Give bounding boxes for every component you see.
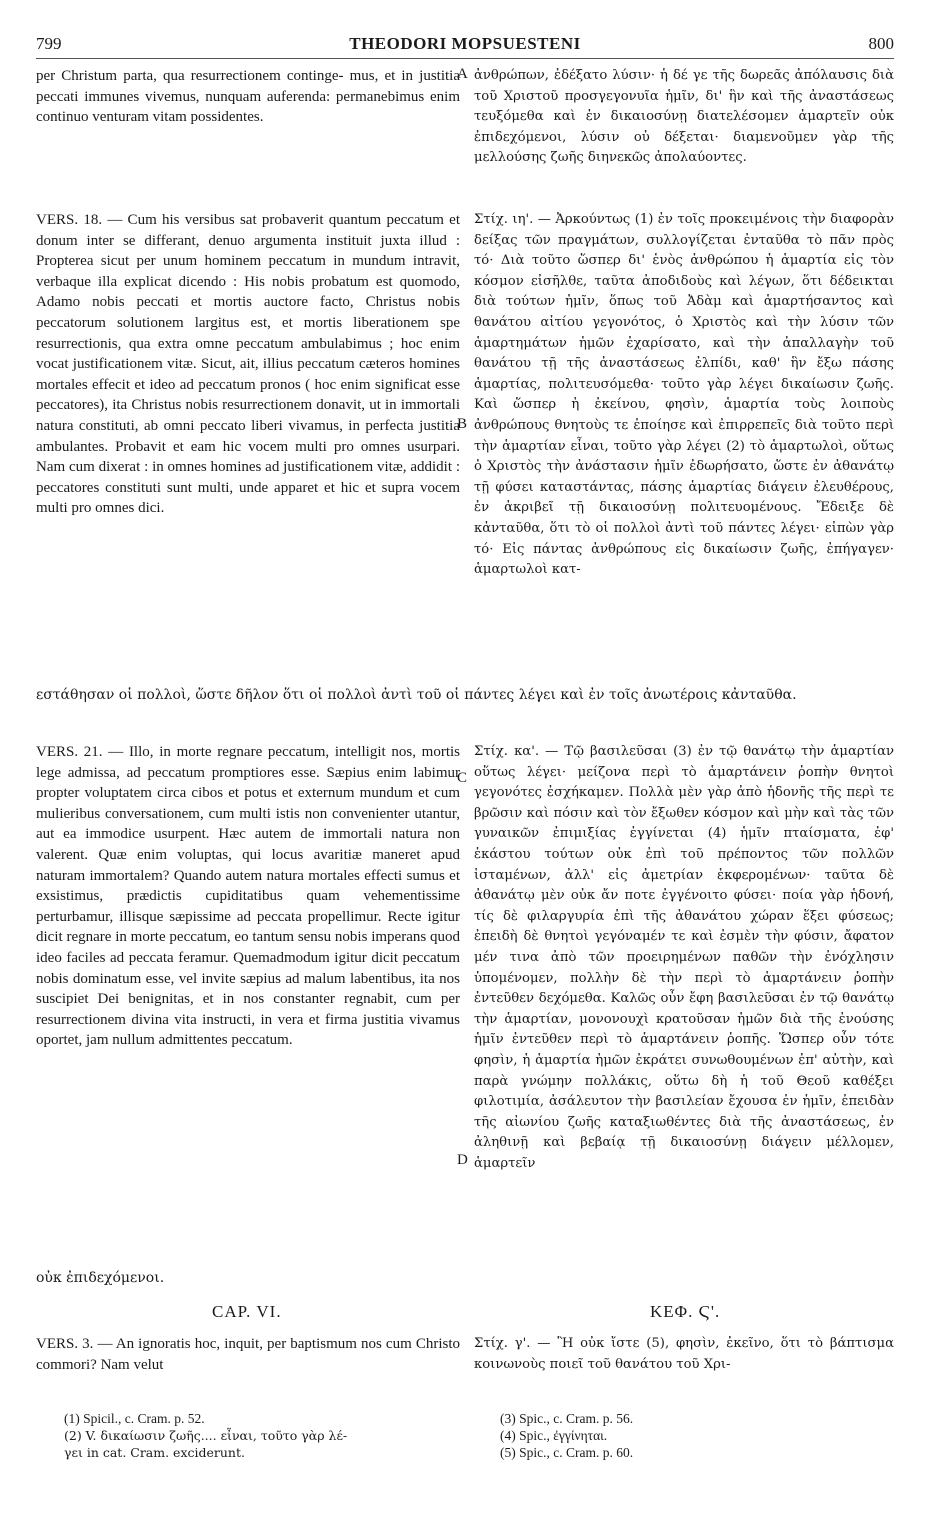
greek-paragraph: Στίχ. γ'. — Ἢ οὐκ ἴστε (5), φησὶν, ἐκεῖνο, ὅτι τὸ βάπτισμα κοινωνοὺς ποιεῖ τοῦ θανάτου τοῦ Χρι-: [474, 1336, 894, 1372]
margin-marker-b: B: [457, 416, 468, 432]
section-continuation: [36, 66, 894, 206]
latin-paragraph: per Christum parta, qua resurrectionem continge- mus, et in justitia peccati immunes vivemus, nunquam auferenda: permanebimus enim continuo venturam vitam possidentes.: [36, 68, 460, 126]
greek-spanning-line: οὐκ ἐπιδεχόμενοι.: [36, 1270, 165, 1286]
section-verse-21: [36, 742, 894, 1242]
greek-spanning-line: εστάθησαν οἱ πολλοὶ, ὥστε δῆλον ὅτι οἱ πολλοὶ ἀντὶ τοῦ οἱ πάντες λέγει καὶ ἐν τοῖς ἀνωτέροις κἀνταῦθα.: [36, 687, 797, 703]
latin-paragraph: VERS. 3. — An ignoratis hoc, inquit, per baptismum nos cum Christo commori? Nam velut: [36, 1336, 460, 1373]
chapter-heading-latin: CAP. VI.: [212, 1302, 282, 1321]
greek-paragraph: Στίχ. κα'. — Τῷ βασιλεῦσαι (3) ἐν τῷ θανάτῳ τὴν ἁμαρτίαν οὕτως λέγει· μείζονα περὶ τὸ ἁμαρτάνειν ῥοπὴν θνητοὶ γεγονότες ἐσχήκαμεν. Πολλὰ μὲν γὰρ ἀπὸ ἡδονῆς τῆς περὶ τε βρῶσιν καὶ πόσιν καὶ τὸν ἔξωθεν κόσμον καὶ μὴν καὶ τὰς τῶν γυναικῶν ἐπιμιξίας ἐγγίνεται (4) ἡμῖν πταίσματα, ἐφ' ἑκάστου τούτων οὐκ ἐπὶ τοῦ πρέποντος τῶν πολλῶν ἱσταμένων, ἀλλ' εἰς ἀμετρίαν ἐκφερομένων· ταῦτα δὲ ἀθανάτῳ μὲν οὐκ ἄν ποτε ἐγγένοιτο φύσει· ποία γὰρ ἡδονή, τίς δὲ φιλαργυρία ἐπὶ τῆς ἀθανάτου χώραν ἕξει φύσεως; ἐπειδὴ δὲ θνητοὶ γεγόναμέν τε καὶ ἐσμὲν τὴν φύσιν, ἄφατον μέν τινα ἀπὸ τῶν προειρημένων παθῶν τὴν ἐνόχλησιν ὑπομένομεν, πολλὴν δὲ τὴν περὶ τὸ ἁμαρτάνειν ῥοπὴν ἐντεῦθεν δεχόμεθα. Καλῶς οὖν ἔφη βασιλεῦσαι ἐν τῷ θανάτῳ τὴν ἁμαρτίαν, μονονουχὶ κρατοῦσαν ἡμῶν διὰ τῆς ἐνούσης ἡμῖν ἐντεῦθεν περὶ τὸ ἁμαρτάνειν ῥοπῆς. Ὥσπερ οὖν τότε φησὶν, ἡ ἁμαρτία ἡμῶν ἐκράτει συνωθουμένων ἐπ' αὐτὴν, καὶ παρὰ γνώμην πολλάκις, οὕτω δὴ ἡ τοῦ Θεοῦ καθέξει φιλοτιμία, ἀσάλευτον τὴν βασιλείαν ἔχουσα ἐν ἡμῖν, ἐπειδὰν τῆς αἰωνίου ζωῆς καταξιωθέντες διὰ τῆς ἀναστάσεως, ἐν ἀληθινῇ καὶ βεβαίᾳ τῇ δικαιοσύνῃ διάγειν μέλλομεν, ἁμαρτεῖν: [474, 744, 894, 1171]
footnote: (4) Spic., ἐγγίνηται.: [500, 1428, 608, 1443]
chapter-heading-greek: ΚΕΦ. Ϛ'.: [650, 1302, 721, 1321]
section-verse-18: [36, 210, 894, 680]
page-number-left: 799: [36, 34, 62, 53]
running-title: THEODORI MOPSUESTENI: [349, 34, 581, 53]
section-chapter-6-verse-3: [36, 1334, 894, 1384]
footnote: (2) V. δικαίωσιν ζωῆς.... εἶναι, τοῦτο γὰρ λέ-: [64, 1428, 348, 1443]
latin-paragraph: VERS. 18. — Cum his versibus sat probaverit quantum peccatum et donum inter se differant, denuo argumenta instituit juxta illud : Propterea sicut per unum hominem peccatum in mundum intravit, verbaque illa explicat dicendo : His nobis probatum est quomodo, Adamo nobis peccati et mortis auctore facto, Christus nobis peccatorum solutionem largitus est, et mortis liberationem spe resurrectionis, qua extra omne peccatum ambulabimus ; hoc enim vocat justificationem vitæ. Sicut, ait, illius peccatum cæteros homines mortales effecit et ideo ad peccatum pronos ( hoc enim significat esse peccatores), ita Christus nobis resurrectionem donavit, ut in immortali natura constituti, ab omni peccato liberi vivamus, in perfecta justitia ambulantes. Probavit et eam hic vocem multi pro omnes usurpari. Nam cum dixerat : in omnes homines ad justificationem vitæ, addidit : peccatores constituti sunt multi, unde apparet et hic et supra vocem multi pro omnes dici.: [36, 212, 460, 517]
page-header: [36, 34, 894, 59]
margin-marker-c: C: [457, 770, 468, 786]
footnote: (3) Spic., c. Cram. p. 56.: [500, 1411, 634, 1426]
footnote: (5) Spic., c. Cram. p. 60.: [500, 1445, 634, 1460]
margin-marker-a: A: [457, 66, 468, 82]
greek-paragraph: ἀνθρώπων, ἐδέξατο λύσιν· ἡ δέ γε τῆς δωρεᾶς ἀπόλαυσις διὰ τοῦ Χριστοῦ προσγεγονυῖα ἡμῖν, δι' ἣν καὶ τῆς ἀναστάσεως τευξόμεθα καὶ ἐν δικαιοσύνῃ διατελέσομεν ἁμαρτεῖν οὐκ ἐπιδεχόμενοι, λύσιν οὐ δέξεται· διαμενοῦμεν γὰρ τῆς μελλούσης ζωῆς διηνεκῶς ἀπολαύοντες.: [474, 68, 894, 166]
greek-paragraph: Στίχ. ιη'. — Ἀρκούντως (1) ἐν τοῖς προκειμένοις τὴν διαφορὰν δείξας τῶν πραγμάτων, συλλογίζεται ἐνταῦθα τὸ πᾶν πρὸς τό· Διὰ τοῦτο ὥσπερ δι' ἑνὸς ἀνθρώπου ἡ ἁμαρτία εἰς τὸν κόσμον εἰσῆλθε, ταῦτα ἀποδιδοὺς καὶ λέγων, ὅτι δέδεικται διὰ τούτων ἡμῖν, ὅπως τοῦ Ἀδὰμ καὶ ἁμαρτήσαντος καὶ θανάτου αἰτίου γεγονότος, ὁ Χριστὸς καὶ τὴν λύσιν τῶν ἁμαρτημάτων ἡμῶν ἐχαρίσατο, καὶ τὴν ἀπαλλαγὴν τοῦ θανάτου τῇ τῆς ἀναστάσεως ἐλπίδι, καθ' ἣν ἔξω πάσης ἁμαρτίας, πολιτευσόμεθα· τοῦτο γὰρ λέγει δικαίωσιν ζωῆς. Καὶ ὥσπερ ἡ ἐκείνου, φησὶν, ἁμαρτία τοὺς λοιποὺς ἀνθρώπους θνητοὺς τε ἐποίησε καὶ ἐπιρρεπεῖς διὰ τοῦτο περὶ τὴν ἁμαρτίαν εἶναι, τοῦτο γὰρ λέγει (2) τὸ ἁμαρτωλοὶ, οὕτως ὁ Χριστὸς τὴν ἀνάστασιν ἡμῖν ἐδωρήσατο, ὥστε ἐν ἀθανάτῳ τῇ φύσει καταστάντας, πάσης ἁμαρτίας διάγειν ἐλευθέρους, ἐν ἀκριβεῖ τῇ δικαιοσύνῃ πολιτευομένους. Ἔδειξε δὲ κἀνταῦθα, ὅτι τὸ οἱ πολλοὶ ἀντὶ τοῦ πάντες λέγει· εἰπὼν γὰρ τό· Εἰς πάντας ἀνθρώπους εἰς δικαίωσιν ζωῆς, ἐπήγαγεν· ἁμαρτωλοὶ κατ-: [474, 212, 894, 578]
latin-paragraph: VERS. 21. — Illo, in morte regnare peccatum, intelligit nos, mortis lege admissa, ad peccatum promptiores esse. Sæpius enim labimur propter voluptatem circa cibos et potus et externum mundum et cum mulieribus conversationem, cum multi istis non convenienter utantur, aut ea immodice usurpent. Hæc autem de immortali natura non valerent. Quæ enim voluptas, qui locus avaritiæ maneret apud naturam immortalem? Quando autem natura mortales effecti sumus et exsistimus, prædictis cupiditatibus quam vehementissime perturbamur, illisque sæpissime ad peccata propellimur. Recte igitur dicit regnare in morte peccatum, eo tantum sensu nobis imperans quod ideo faciles ad peccata feramur. Quemadmodum igitur dicit peccatum nobis dominatum esse, vel invite sæpius ad malum labentibus, ita nos suscipiet Dei benignitas, et in nos constanter regnabit, cum per resurrectionem divina vita instructi, in vera et firma justitia vivamus oportet, jam nullum admittentes peccatum.: [36, 744, 460, 1049]
footnote: (1) Spicil., c. Cram. p. 52.: [64, 1411, 205, 1426]
footnote: γει in cat. Cram. exciderunt.: [64, 1445, 245, 1460]
margin-marker-d: D: [457, 1152, 468, 1168]
footnotes-left: [64, 1410, 347, 1461]
footnotes-right: [500, 1410, 633, 1461]
page-number-right: 800: [868, 34, 894, 53]
